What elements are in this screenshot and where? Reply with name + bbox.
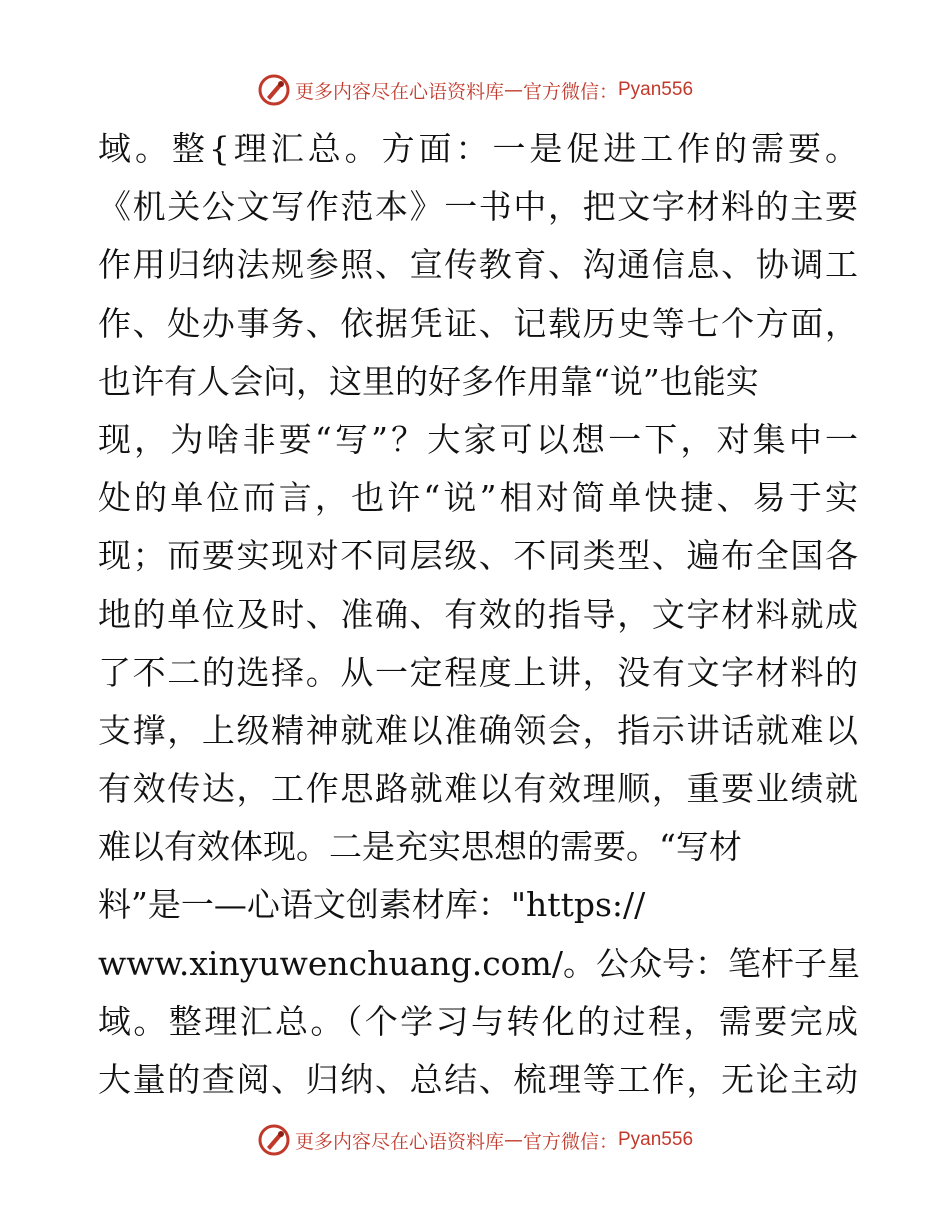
body-line: 难以有效体现。二是充实思想的需要。“写材 xyxy=(98,827,742,867)
header-banner-sub: 官方微信： xyxy=(522,80,618,103)
body-line: 现，为啥非要“写”？大家可以想一下，对集中一 xyxy=(98,419,858,459)
footer-banner-sub: 官方微信： xyxy=(522,1130,618,1153)
body-line: 现；而要实现对不同层级、不同类型、遍布全国各 xyxy=(98,536,858,576)
body-line: www.xinyuwenchuang.com/。公众号：笔杆子星 xyxy=(98,943,860,983)
body-line: 大量的查阅、归纳、总结、梳理等工作，无论主动 xyxy=(98,1060,858,1099)
body-line: 也许有人会问，这里的好多作用靠“说”也能实 xyxy=(98,361,759,401)
header-banner-account: Pyan556 xyxy=(618,79,694,100)
footer-banner-account: Pyan556 xyxy=(618,1129,694,1150)
body-line: 处的单位而言，也许“说”相对简单快捷、易于实 xyxy=(98,478,858,518)
document-body xyxy=(98,120,858,1109)
header-banner-separator: — xyxy=(503,79,523,101)
body-line: 支撑，上级精神就难以准确领会，指示讲话就难以 xyxy=(98,710,858,750)
header-banner xyxy=(0,70,950,110)
footer-banner xyxy=(0,1120,950,1160)
body-line: 作、处办事务、依据凭证、记载历史等七个方面， xyxy=(98,303,858,343)
body-line: 料”是一—心语文创素材库："https:// xyxy=(98,885,646,925)
footer-banner-main: 更多内容尽在心语资料库 xyxy=(294,1130,504,1153)
footer-banner-separator: — xyxy=(503,1129,523,1151)
pen-logo-icon xyxy=(257,1123,291,1157)
body-line: 有效传达，工作思路就难以有效理顺，重要业绩就 xyxy=(98,769,858,809)
body-line: 域。整{理汇总。方面：一是促进工作的需要。 xyxy=(98,129,858,168)
body-line: 域。整理汇总。（个学习与转化的过程，需要完成 xyxy=(98,1001,858,1041)
body-line: 地的单位及时、准确、有效的指导，文字材料就成 xyxy=(98,594,858,634)
pen-logo-icon xyxy=(257,73,291,107)
body-line: 了不二的选择。从一定程度上讲，没有文字材料的 xyxy=(98,652,858,692)
body-line: 作用归纳法规参照、宣传教育、沟通信息、协调工 xyxy=(98,245,858,285)
body-line: 《机关公文写作范本》一书中，把文字材料的主要 xyxy=(98,187,858,227)
header-banner-main: 更多内容尽在心语资料库 xyxy=(294,80,504,103)
